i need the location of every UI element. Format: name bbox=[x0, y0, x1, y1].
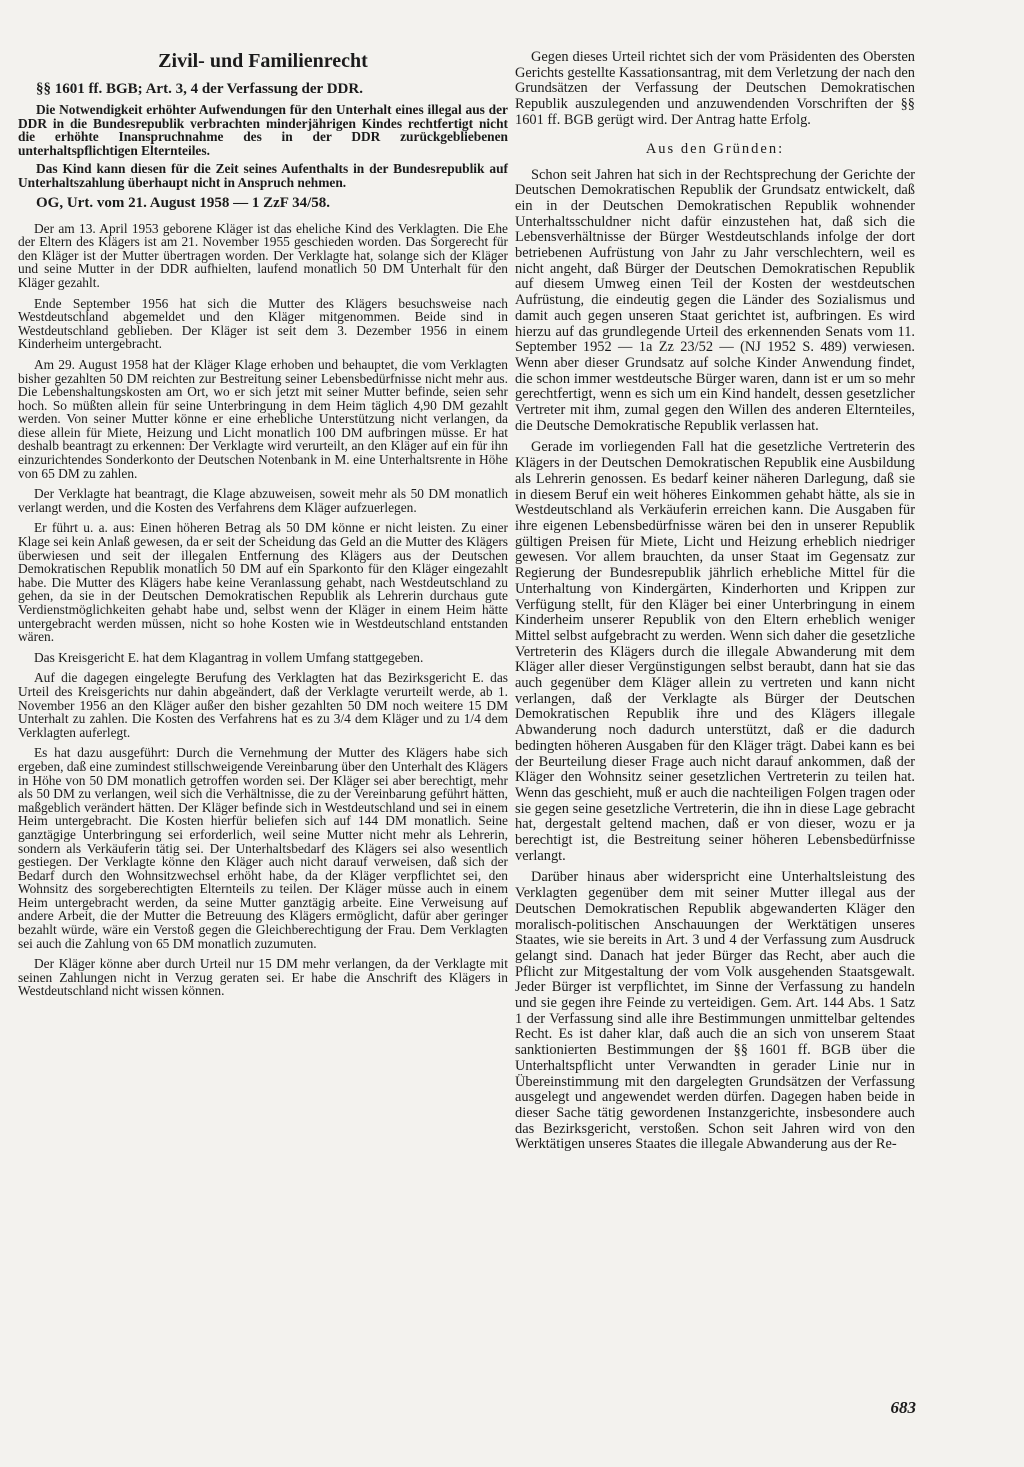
page-number: 683 bbox=[890, 1398, 916, 1417]
left-column bbox=[18, 50, 508, 1005]
norm-line: §§ 1601 ff. BGB; Art. 3, 4 der Verfassung der DDR. bbox=[36, 81, 363, 97]
body-paragraph: Der Verklagte hat beantragt, die Klage abzuweisen, soweit mehr als 50 DM monatlich verlangt werden, und die Kosten des Verfahrens dem Kläger aufzuerlegen. bbox=[18, 486, 508, 515]
grounds-heading: Aus den Gründen: bbox=[645, 140, 785, 157]
decision-reference: OG, Urt. vom 21. August 1958 — 1 ZzF 34/58. bbox=[36, 194, 331, 211]
body-paragraph: Der am 13. April 1953 geborene Kläger ist das eheliche Kind des Verklagten. Die Ehe der Eltern des Klägers ist am 21. November 1955 geschieden worden. Das Sorgerecht für den Kläger ist der Mutter übertragen worden. Der Verklagte hat, solange sich der Kläger und seine Mutter in der DDR aufhielten, laufend monatlich 50 DM Unterhalt für den Kläger gezahlt. bbox=[18, 220, 508, 290]
right-column bbox=[515, 50, 915, 1159]
body-paragraph: Gerade im vorliegenden Fall hat die gesetzliche Vertreterin des Klägers in der Deutschen Demokratischen Republik eine Ausbildung als Lehrerin genossen. Es bedarf keiner näheren Darlegung, daß sie in diesem Beruf ein weit höheres Einkommen gehabt hätte, als sie in Westdeutschland als Verkäuferin erreichen kann. Die Ausgaben für ihre eigenen Lebensbedürfnisse wären bei den in unserer Republik gültigen Preisen für Miete, Licht und Heizung erheblich niedriger gewesen. Vor allem brauchten, da unser Staat im Gegensatz zur Regierung der Bundesrepublik jährlich erhebliche Mittel für die Unterhaltung von Kindergärten, Kinderhorten und Krippen zur Verfügung stellt, für den Kläger bei einer Unterbringung in einem Kinderheim unserer Republik von den Eltern erheblich weniger Mittel selbst aufgebracht zu werden. Wenn sich daher die gesetzliche Vertreterin des Klägers durch die illegale Abwanderung mit dem Kläger aller dieser Vergünstigungen selbst beraubt, dann hat sie das auch gegenüber dem Kläger allein zu vertreten und kann nicht verlangen, daß der Verklagte als Bürger der Deutschen Demokratischen Republik ihre und des Klägers illegale Abwanderung noch dadurch unterstützt, daß er die dadurch bedingten höheren Ausgaben für den Kläger trägt. Dabei kann es bei der Beurteilung dieser Frage auch nicht darauf ankommen, daß der Kläger den Wohnsitz seiner gesetzlichen Vertreterin zu teilen hat. Wenn das geschieht, muß er auch die nachteiligen Folgen tragen oder sie gegen seine gesetzliche Vertreterin, die ihn in diese Lage gebracht hat, dergestalt geltend machen, daß er von dieser, wozu er ja berechtigt ist, die Bestreitung seiner höheren Lebensbedürfnisse verlangt. bbox=[515, 439, 915, 864]
body-paragraph: Schon seit Jahren hat sich in der Rechtsprechung der Gerichte der Deutschen Demokratischen Republik der Grundsatz entwickelt, daß ein in der Deutschen Demokratischen Republik wohnender Unterhaltsschuldner nicht dafür einzustehen hat, daß sich die Lebensverhältnisse der Bürger Westdeutschlands infolge der dort betriebenen Aufrüstung von Jahr zu Jahr verschlechtern, weil es nicht angeht, daß Bürger der Deutschen Demokratischen Republik auf diesem Umweg einen Teil der Kosten der westdeutschen Aufrüstung, die eindeutig gegen die Länder des Sozialismus und damit auch gegen unseren Staat gerichtet ist, aufbringen. Es wird hierzu auf das grundlegende Urteil des erkennenden Senats vom 11. September 1952 — 1a Zz 23/52 — (NJ 1952 S. 489) verwiesen. Wenn aber dieser Grundsatz auf solche Kinder Anwendung findet, die schon immer westdeutsche Bürger waren, dann ist er um so mehr gerechtfertigt, wenn es sich um ein Kind handelt, dessen gesetzlicher Vertreter mit ihm, zumal gegen den Willen des anderen Elternteiles, die Deutsche Demokratische Republik verlassen hat. bbox=[515, 166, 915, 434]
body-paragraph: Auf die dagegen eingelegte Berufung des Verklagten hat das Bezirksgericht E. das Urteil des Kreisgerichts nur dahin abgeändert, daß der Verklagte verurteilt werde, ab 1. November 1956 an den Kläger außer den bisher gezahlten 50 DM noch weitere 15 DM Unterhalt zu zahlen. Die Kosten des Verfahrens hat es zu 3/4 dem Kläger und zu 1/4 dem Verklagten auferlegt. bbox=[18, 670, 508, 740]
body-paragraph: Ende September 1956 hat sich die Mutter des Klägers besuchsweise nach Westdeutschland abgemeldet und den Kläger mitgenommen. Beide sind in Westdeutschland geblieben. Der Kläger ist seit dem 3. Dezember 1956 in einem Kinderheim untergebracht. bbox=[18, 295, 508, 352]
section-title: Zivil- und Familienrecht bbox=[158, 50, 368, 72]
body-paragraph: Am 29. August 1958 hat der Kläger Klage erhoben und behauptet, die vom Verklagten bisher gezahlten 50 DM reichten zur Bestreitung seiner Lebensbedürfnisse nicht mehr aus. Die Lebenshaltungskosten am Ort, wo er sich jetzt mit seiner Mutter befinde, seien sehr hoch. So müßten allein für seine Unterbringung in dem Heim täglich 4,90 DM gezahlt werden. Von seiner Mutter könne er eine erhebliche Unterstützung nicht verlangen, da diese allein für Miete, Heizung und Licht monatlich 100 DM aufbringen müsse. Er hat deshalb beantragt zu erkennen: Der Verklagte wird verurteilt, an den Kläger auf ein für ihn einzurichtendes Sonderkonto der Deutschen Notenbank in M. eine Unterhaltsrente in Höhe von 65 DM zu zahlen. bbox=[18, 356, 508, 481]
headnote: Die Notwendigkeit erhöhter Aufwendungen für den Unterhalt eines illegal aus der DDR in die Bundesrepublik verbrachten minderjährigen Kindes rechtfertigt nicht die erhöhte Inanspruchnahme des in der DDR zurückgebliebenen unterhaltspflichtigen Elternteiles. bbox=[18, 102, 508, 158]
body-paragraph: Der Kläger könne aber durch Urteil nur 15 DM mehr verlangen, da der Verklagte mit seinen Zahlungen nicht in Verzug geraten sei. Er habe die Anschrift des Klägers in Westdeutschland nicht wissen können. bbox=[18, 956, 508, 999]
headnote: Das Kind kann diesen für die Zeit seines Aufenthalts in der Bundesrepublik auf Unterhaltszahlung überhaupt nicht in Anspruch nehmen. bbox=[18, 161, 508, 190]
body-paragraph: Es hat dazu ausgeführt: Durch die Vernehmung der Mutter des Klägers habe sich ergeben, daß eine zumindest stillschweigende Vereinbarung über den Unterhalt des Klägers in Höhe von 50 DM monatlich getroffen worden sei. Der Kläger sei aber berechtigt, mehr als 50 DM zu verlangen, weil sich die Verhältnisse, die zu der Vereinbarung geführt hätten, maßgeblich verändert hätten. Der Kläger befinde sich in Westdeutschland und sei in einem Heim untergebracht. Die Kosten hierfür beliefen sich auf 144 DM monatlich. Seine ganztägige Unterbringung sei erforderlich, weil seine Mutter nicht mehr als Lehrerin, sondern als Verkäuferin tätig sei. Der Unterhaltsbedarf des Klägers sei also wesentlich gestiegen. Der Verklagte könne den Kläger auch nicht darauf verweisen, daß sich der Bedarf durch den Wohnsitzwechsel erhöht habe, da der Kläger verpflichtet sei, den Wohnsitz des sorgeberechtigten Elternteils zu teilen. Der Kläger müsse auch in einem Heim untergebracht werden, da seine Mutter ganztägig arbeite. Eine Verweisung auf andere Arbeit, die der Mutter die Betreuung des Klägers ermöglicht, dafür aber geringer bezahlt würde, wäre ein Verstoß gegen die Gleichberechtigung der Frau. Dem Verklagten sei auch die Zahlung von 65 DM monatlich zuzumuten. bbox=[18, 745, 508, 951]
intro-paragraph: Gegen dieses Urteil richtet sich der vom Präsidenten des Obersten Gerichts gestellte Kassationsantrag, mit dem Verletzung der nach den Grundsätzen der Verfassung der Deutschen Demokratischen Republik auszulegenden und anzuwendenden Vorschriften der §§ 1601 ff. BGB gerügt wird. Der Antrag hatte Erfolg. bbox=[515, 49, 915, 128]
body-paragraph: Das Kreisgericht E. hat dem Klagantrag in vollem Umfang stattgegeben. bbox=[34, 649, 424, 665]
body-paragraph: Er führt u. a. aus: Einen höheren Betrag als 50 DM könne er nicht leisten. Zu einer Klage sei kein Anlaß gewesen, da er seit der Scheidung das Geld an die Mutter des Klägers überwiesen und seit der illegalen Entfernung des Klägers aus der Deutschen Demokratischen Republik monatlich 50 DM auf ein Sparkonto für den Kläger eingezahlt habe. Die Mutter des Klägers habe keine Veranlassung gehabt, nach Westdeutschland zu gehen, da sie in der Deutschen Demokratischen Republik als Lehrerin durchaus gute Verdienstmöglichkeiten gehabt habe und, selbst wenn der Kläger in einem Heim hätte untergebracht werden müssen, nicht so hohe Kosten wie in Westdeutschland entstanden wären. bbox=[18, 520, 508, 645]
body-paragraph: Darüber hinaus aber widerspricht eine Unterhaltsleistung des Verklagten gegenüber dem mit seiner Mutter illegal aus der Deutschen Demokratischen Republik abgewanderten Kläger den moralisch-politischen Anschauungen der Werktätigen unseres Staates, wie sie bereits in Art. 3 und 4 der Verfassung zum Ausdruck gelangt sind. Danach hat jeder Bürger das Recht, aber auch die Pflicht zur Mitgestaltung der vom Volk ausgehenden Staatsgewalt. Jeder Bürger ist verpflichtet, im Sinne der Verfassung zu handeln und sie gegen ihre Feinde zu verteidigen. Gem. Art. 144 Abs. 1 Satz 1 der Verfassung sind alle ihre Bestimmungen unmittelbar geltendes Recht. Es ist daher klar, daß auch die an sich von unserem Staat sanktionierten Bestimmungen der §§ 1601 ff. BGB über die Unterhaltspflicht unter Verwandten in gerader Linie nur in Übereinstimmung mit den dargelegten Grundsätzen der Verfassung ausgelegt und angewendet werden dürfen. Dagegen haben beide in dieser Sache tätig gewordenen Instanzgerichte, insbesondere auch das Bezirksgericht, verstoßen. Schon seit Jahren wird von den Werktätigen unseres Staates die illegale Abwanderung aus der Re- bbox=[515, 869, 915, 1153]
